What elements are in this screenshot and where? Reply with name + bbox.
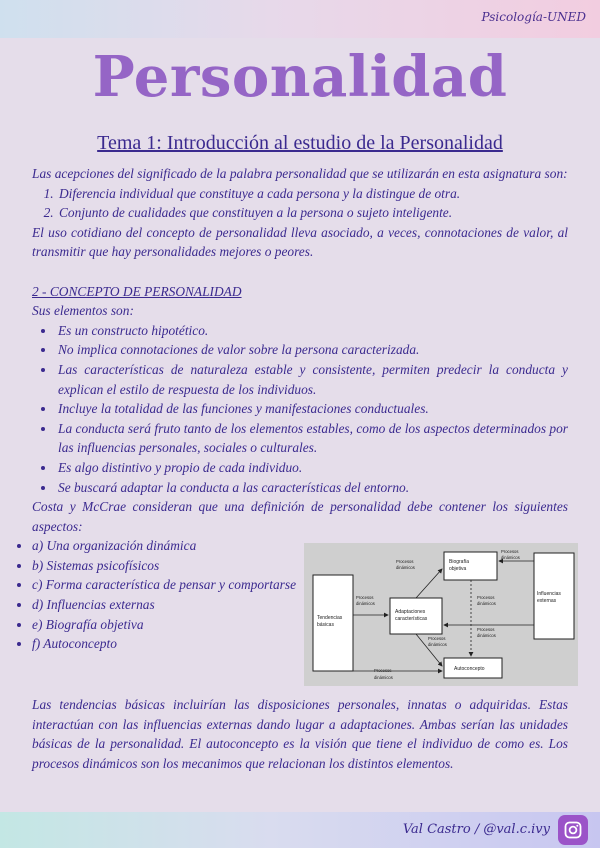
instagram-icon[interactable] xyxy=(558,815,588,845)
list-item: • No implica connotaciones de valor sobre la persona caracterizada. xyxy=(56,340,568,360)
process-label: Procesos xyxy=(356,595,374,600)
list-item: • Incluye la totalidad de las funciones y manifestaciones conductuales. xyxy=(56,399,568,419)
elements-list xyxy=(32,321,568,497)
costa-paragraph: Costa y McCrae consideran que una definición de personalidad debe contener los siguientes aspectos: xyxy=(32,499,568,534)
list-item: • Se buscará adaptar la conducta a las características del entorno. xyxy=(56,478,568,498)
author-credit: Val Castro / @val.c.ivy xyxy=(402,822,550,837)
list-item: • Es un constructo hipotético. xyxy=(56,321,568,341)
brand-label: Psicología-UNED xyxy=(481,10,586,24)
section-heading: 2 - CONCEPTO DE PERSONALIDAD xyxy=(32,283,242,299)
process-label: Procesos xyxy=(477,627,495,632)
footer-band xyxy=(0,812,600,848)
process-label: dinámicos xyxy=(477,633,496,638)
page-title: Personalidad xyxy=(92,44,508,110)
topic-subtitle: Tema 1: Introducción al estudio de la Personalidad xyxy=(97,132,503,154)
influencias-label-1: Influencias xyxy=(537,591,561,597)
autoconcepto-label: Autoconcepto xyxy=(454,666,485,672)
aspect-item: • b) Sistemas psicofísicos xyxy=(32,556,568,576)
header-band xyxy=(0,0,600,38)
list-item: • Las características de naturaleza estable y consistente, permiten predecir la conducta y explican el estilo de respuesta de los individuos. xyxy=(56,360,568,399)
definition-item: 2. Conjunto de cualidades que constituyen a la persona o sujeto inteligente. xyxy=(57,203,568,223)
definition-list xyxy=(32,184,568,223)
tendencias-label-1: Tendencias xyxy=(317,615,343,621)
process-label: Procesos xyxy=(396,559,414,564)
closing-paragraph: Las tendencias básicas incluirían las disposiciones personales, innatas o adquiridas. Estas interactúan con las influencias externas dando lugar a adaptaciones. Ambas serían las unidades básicas de la personalidad. El autoconcepto es la visión que tiene el individuo de como es. Los procesos dinámicos son los mecanimos que relacionan los distintos elementos. xyxy=(32,697,568,771)
definition-item: 1. Diferencia individual que constituye a cada persona y la distingue de otra. xyxy=(57,184,568,204)
aspect-item: • f) Autoconcepto xyxy=(32,634,568,654)
process-label: dinámicos xyxy=(374,675,393,680)
process-label: Procesos xyxy=(477,595,495,600)
list-item: • La conducta será fruto tanto de los elementos estables, como de los aspectos determinados por las influencias personales, sociales o culturales. xyxy=(56,419,568,458)
usage-paragraph: El uso cotidiano del concepto de personalidad lleva asociado, a veces, connotaciones de valor, al transmitir que hay personalidades mejores o peores. xyxy=(32,224,568,260)
adaptaciones-label-2: características xyxy=(395,616,428,622)
aspect-item: • e) Biografía objetiva xyxy=(32,615,568,635)
aspect-item: • d) Influencias externas xyxy=(32,595,568,615)
process-label: Procesos xyxy=(374,668,392,673)
elements-lead: Sus elementos son: xyxy=(32,303,134,319)
adaptaciones-label-1: Adaptaciones xyxy=(395,609,426,615)
process-label: dinámicos xyxy=(501,555,520,560)
aspect-item: • c) Forma característica de pensar y comportarse xyxy=(32,575,568,595)
process-label: dinámicos xyxy=(396,565,415,570)
tendencias-label-2: básicas xyxy=(317,622,334,628)
biografia-label-1: Biografía xyxy=(449,559,470,565)
influencias-label-2: externas xyxy=(537,598,557,604)
personality-diagram xyxy=(304,543,578,686)
process-label: dinámicos xyxy=(428,642,447,647)
process-label: Procesos xyxy=(501,549,519,554)
process-label: Procesos xyxy=(428,636,446,641)
aspect-item: • a) Una organización dinámica xyxy=(32,536,568,556)
process-label: dinámicos xyxy=(356,601,375,606)
biografia-label-2: objetiva xyxy=(449,566,467,572)
intro-paragraph: Las acepciones del significado de la palabra personalidad que se utilizarán en esta asignatura son: xyxy=(32,166,568,181)
list-item: • Es algo distintivo y propio de cada individuo. xyxy=(56,458,568,478)
process-label: dinámicos xyxy=(477,601,496,606)
